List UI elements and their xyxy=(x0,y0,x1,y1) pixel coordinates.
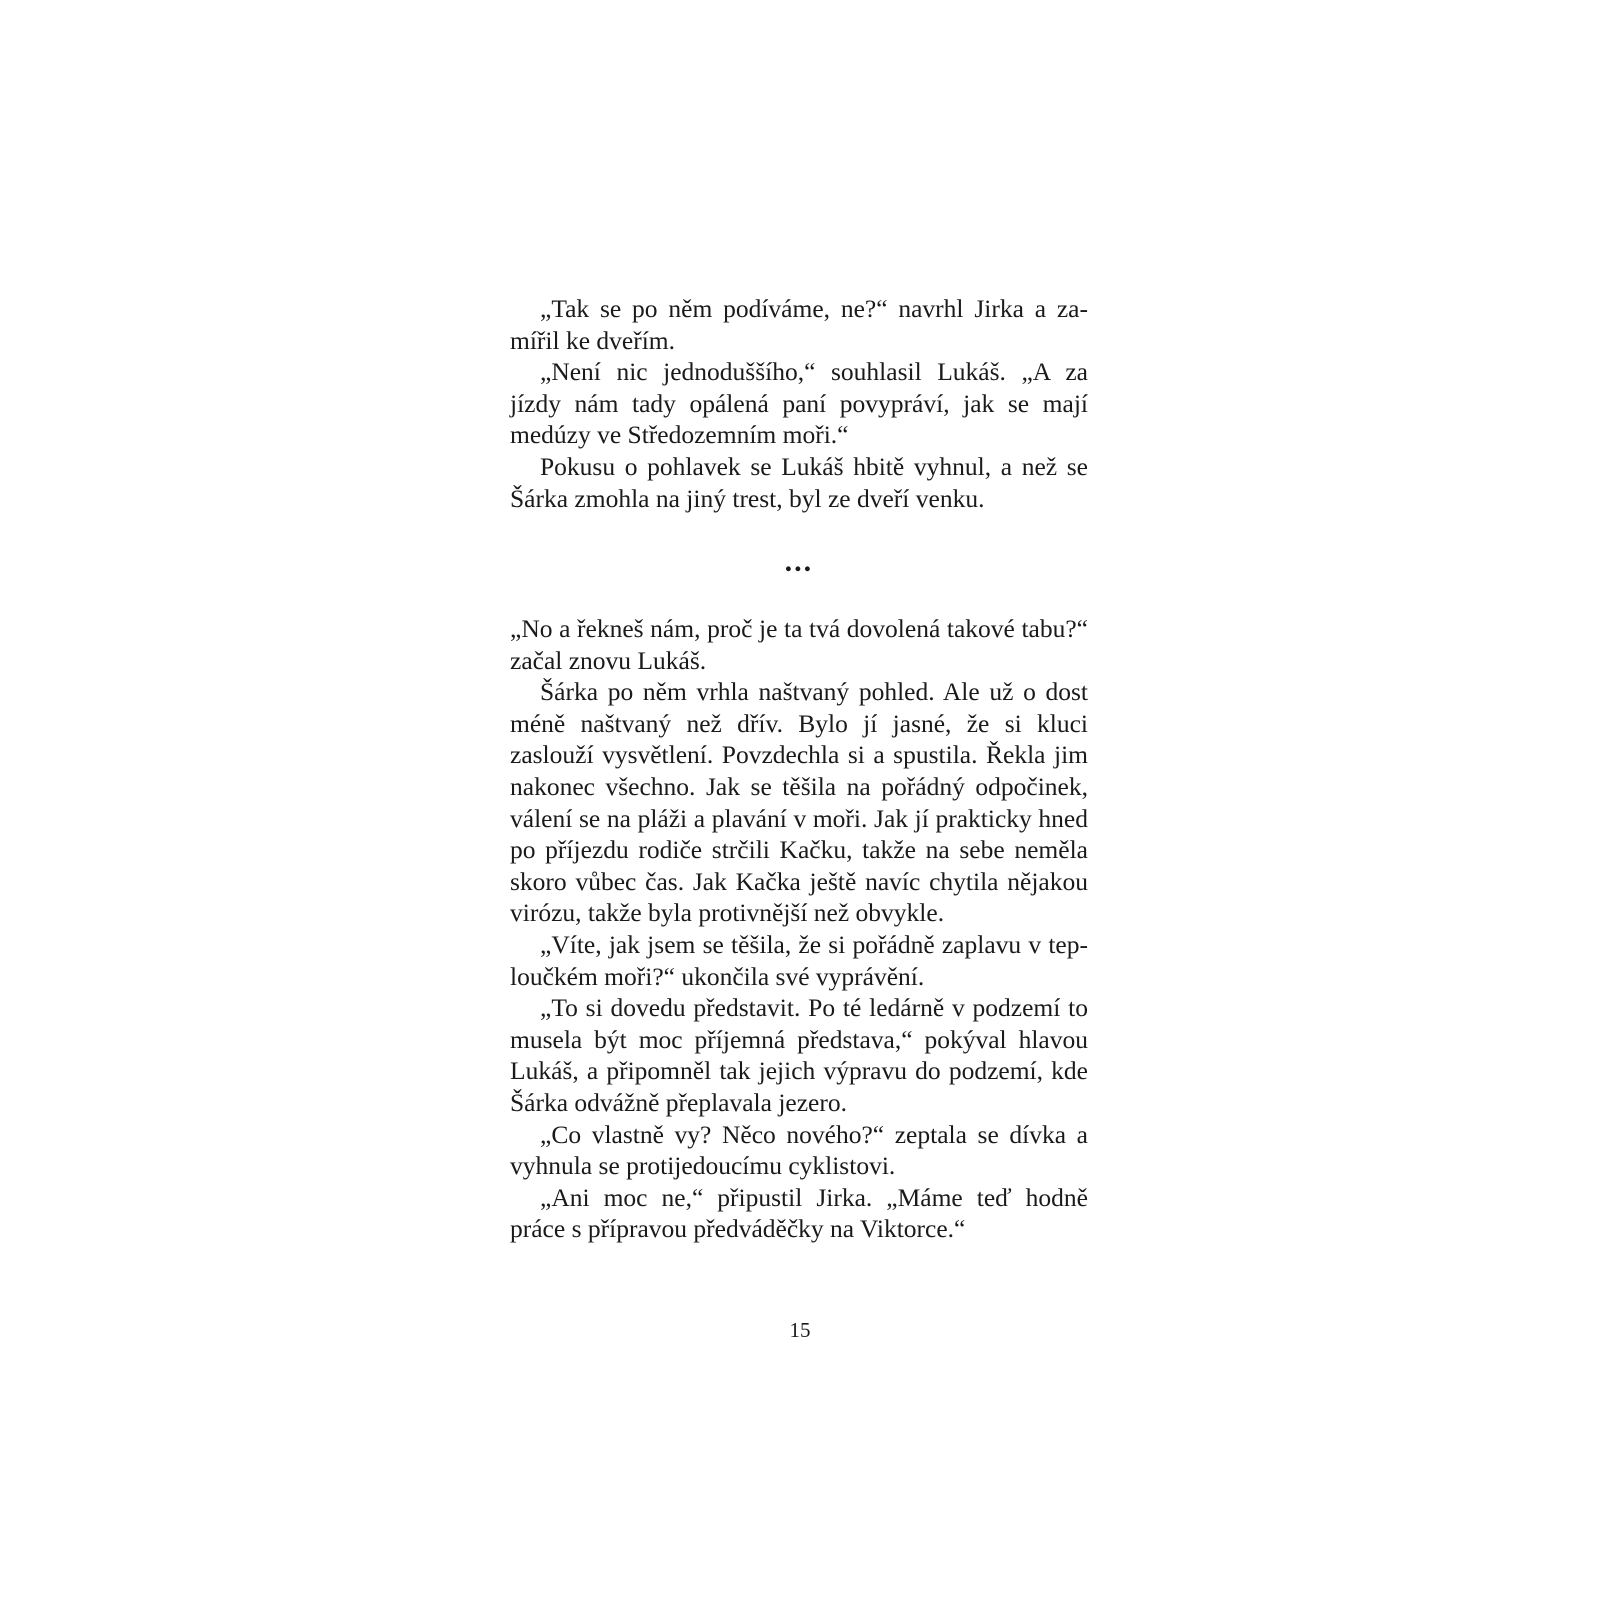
text-section-1 xyxy=(510,293,1088,514)
paragraph: „Co vlastně vy? Něco nového?“ zeptala se dívka a vyhnula se protijedoucímu cyklistovi. xyxy=(510,1119,1088,1181)
paragraph: „Ani moc ne,“ připustil Jirka. „Máme teď hodně práce s přípravou předváděčky na Viktorce.“ xyxy=(510,1182,1088,1244)
paragraph: Pokusu o pohlavek se Lukáš hbitě vyhnul, a než se Šárka zmohla na jiný trest, byl ze dveří venku. xyxy=(510,451,1088,513)
paragraph: Šárka po něm vrhla naštvaný pohled. Ale už o dost méně naštvaný než dřív. Bylo jí jasné, že si kluci zaslouží vysvětlení. Povzdechla si a spustila. Řekla jim nakonec všechno. Jak se těšila na pořádný odpočinek, válení se na pláži a plavání v moři. Jak jí prakticky hned po příjezdu rodiče strčili Kačku, takže na sebe neměla skoro vůbec čas. Jak Kačka ještě navíc chytila nějakou virózu, takže byla protivnější než obvykle. xyxy=(510,677,1088,928)
paragraph: „Tak se po něm podíváme, ne?“ navrhl Jirka a zamířil ke dveřím. xyxy=(510,294,1088,355)
section-break-ornament: ... xyxy=(785,545,815,578)
text-section-2 xyxy=(510,613,1088,1245)
page-number: 15 xyxy=(789,1318,811,1342)
paragraph: „Není nic jednoduššího,“ souhlasil Lukáš. „A za jízdy nám tady opálená paní povypráví, jak se mají medúzy ve Středozemním moři.“ xyxy=(510,357,1088,450)
paragraph: „No a řekneš nám, proč je ta tvá dovolená takové tabu?“ začal znovu Lukáš. xyxy=(510,614,1088,675)
paragraph: „To si dovedu představit. Po té ledárně v podzemí to musela být moc příjemná představa,“ pokýval hlavou Lukáš, a připomněl tak jejich výpravu do podzemí, kde Šárka odvážně přeplavala jezero. xyxy=(510,993,1088,1117)
paragraph: „Víte, jak jsem se těšila, že si pořádně zaplavu v teploučkém moři?“ ukončila své vyprávění. xyxy=(510,929,1088,991)
